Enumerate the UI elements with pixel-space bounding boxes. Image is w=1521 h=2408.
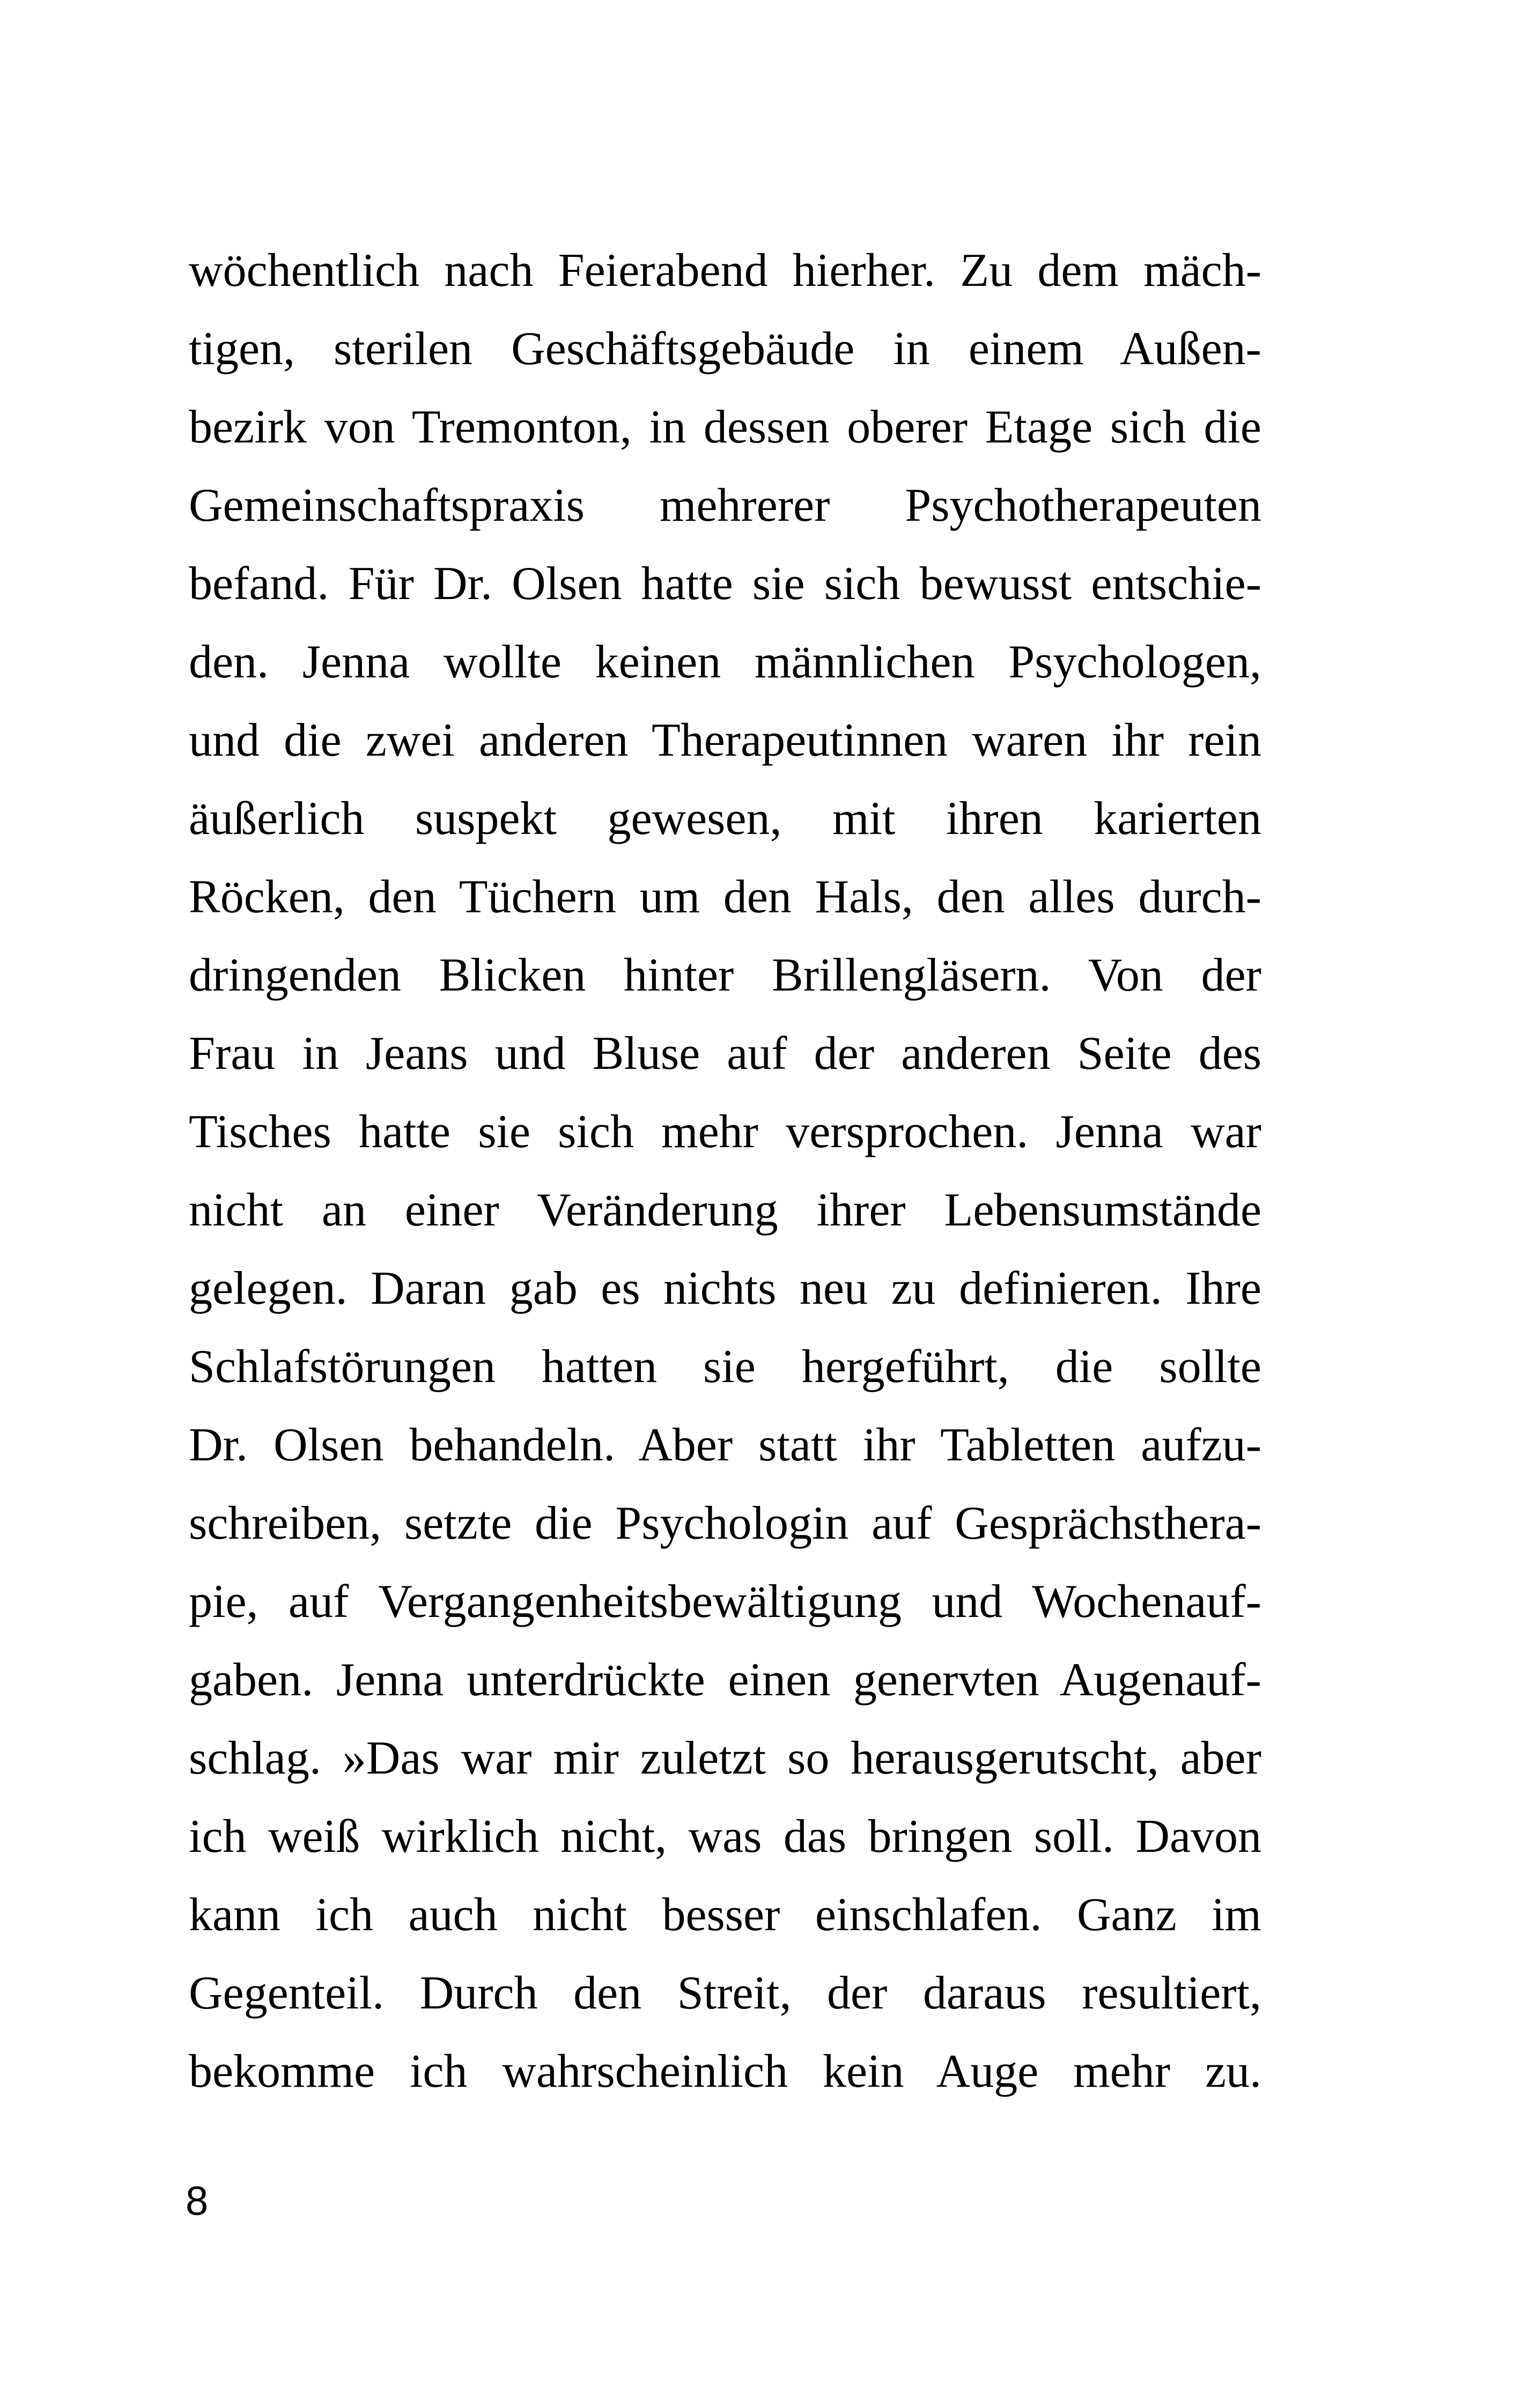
text-line: äußerlich suspekt gewesen, mit ihren karierten: [189, 793, 1261, 845]
text-line: wöchentlich nach Feierabend hierher. Zu dem mäch-: [189, 245, 1261, 297]
text-line: Frau in Jeans und Bluse auf der anderen Seite des: [189, 1028, 1261, 1080]
text-line: gaben. Jenna unterdrückte einen genervten Augenauf-: [189, 1654, 1261, 1706]
page-number: 8: [186, 2178, 209, 2224]
text-line: ich weiß wirklich nicht, was das bringen soll. Davon: [189, 1811, 1261, 1863]
text-line: schlag. »Das war mir zuletzt so herausgerutscht, aber: [189, 1732, 1261, 1784]
text-line: schreiben, setzte die Psychologin auf Gesprächsthera-: [189, 1497, 1261, 1549]
text-line: pie, auf Vergangenheitsbewältigung und Wochenauf-: [189, 1576, 1261, 1628]
text-line: bekomme ich wahrscheinlich kein Auge mehr zu.: [189, 2045, 1261, 2097]
text-line: Gegenteil. Durch den Streit, der daraus resultiert,: [189, 1967, 1261, 2019]
text-line: und die zwei anderen Therapeutinnen waren ihr rein: [189, 714, 1261, 766]
text-line: gelegen. Daran gab es nichts neu zu definieren. Ihre: [189, 1262, 1261, 1314]
text-line: den. Jenna wollte keinen männlichen Psychologen,: [189, 636, 1261, 688]
body-text: [189, 232, 1261, 2111]
text-line: Röcken, den Tüchern um den Hals, den alles durch-: [189, 871, 1261, 923]
text-line: Schlafstörungen hatten sie hergeführt, die sollte: [189, 1341, 1261, 1393]
text-line: bezirk von Tremonton, in dessen oberer Etage sich die: [189, 401, 1261, 453]
text-line: dringenden Blicken hinter Brillengläsern. Von der: [189, 949, 1261, 1001]
text-line: kann ich auch nicht besser einschlafen. Ganz im: [189, 1889, 1261, 1941]
text-line: nicht an einer Veränderung ihrer Lebensumstände: [189, 1184, 1261, 1236]
text-line: tigen, sterilen Geschäftsgebäude in einem Außen-: [189, 323, 1261, 375]
text-line: Gemeinschaftspraxis mehrerer Psychotherapeuten: [189, 479, 1261, 531]
text-line: befand. Für Dr. Olsen hatte sie sich bewusst entschie-: [189, 558, 1261, 610]
text-line: Tisches hatte sie sich mehr versprochen. Jenna war: [189, 1106, 1261, 1158]
text-line: Dr. Olsen behandeln. Aber statt ihr Tabletten aufzu-: [189, 1419, 1261, 1471]
